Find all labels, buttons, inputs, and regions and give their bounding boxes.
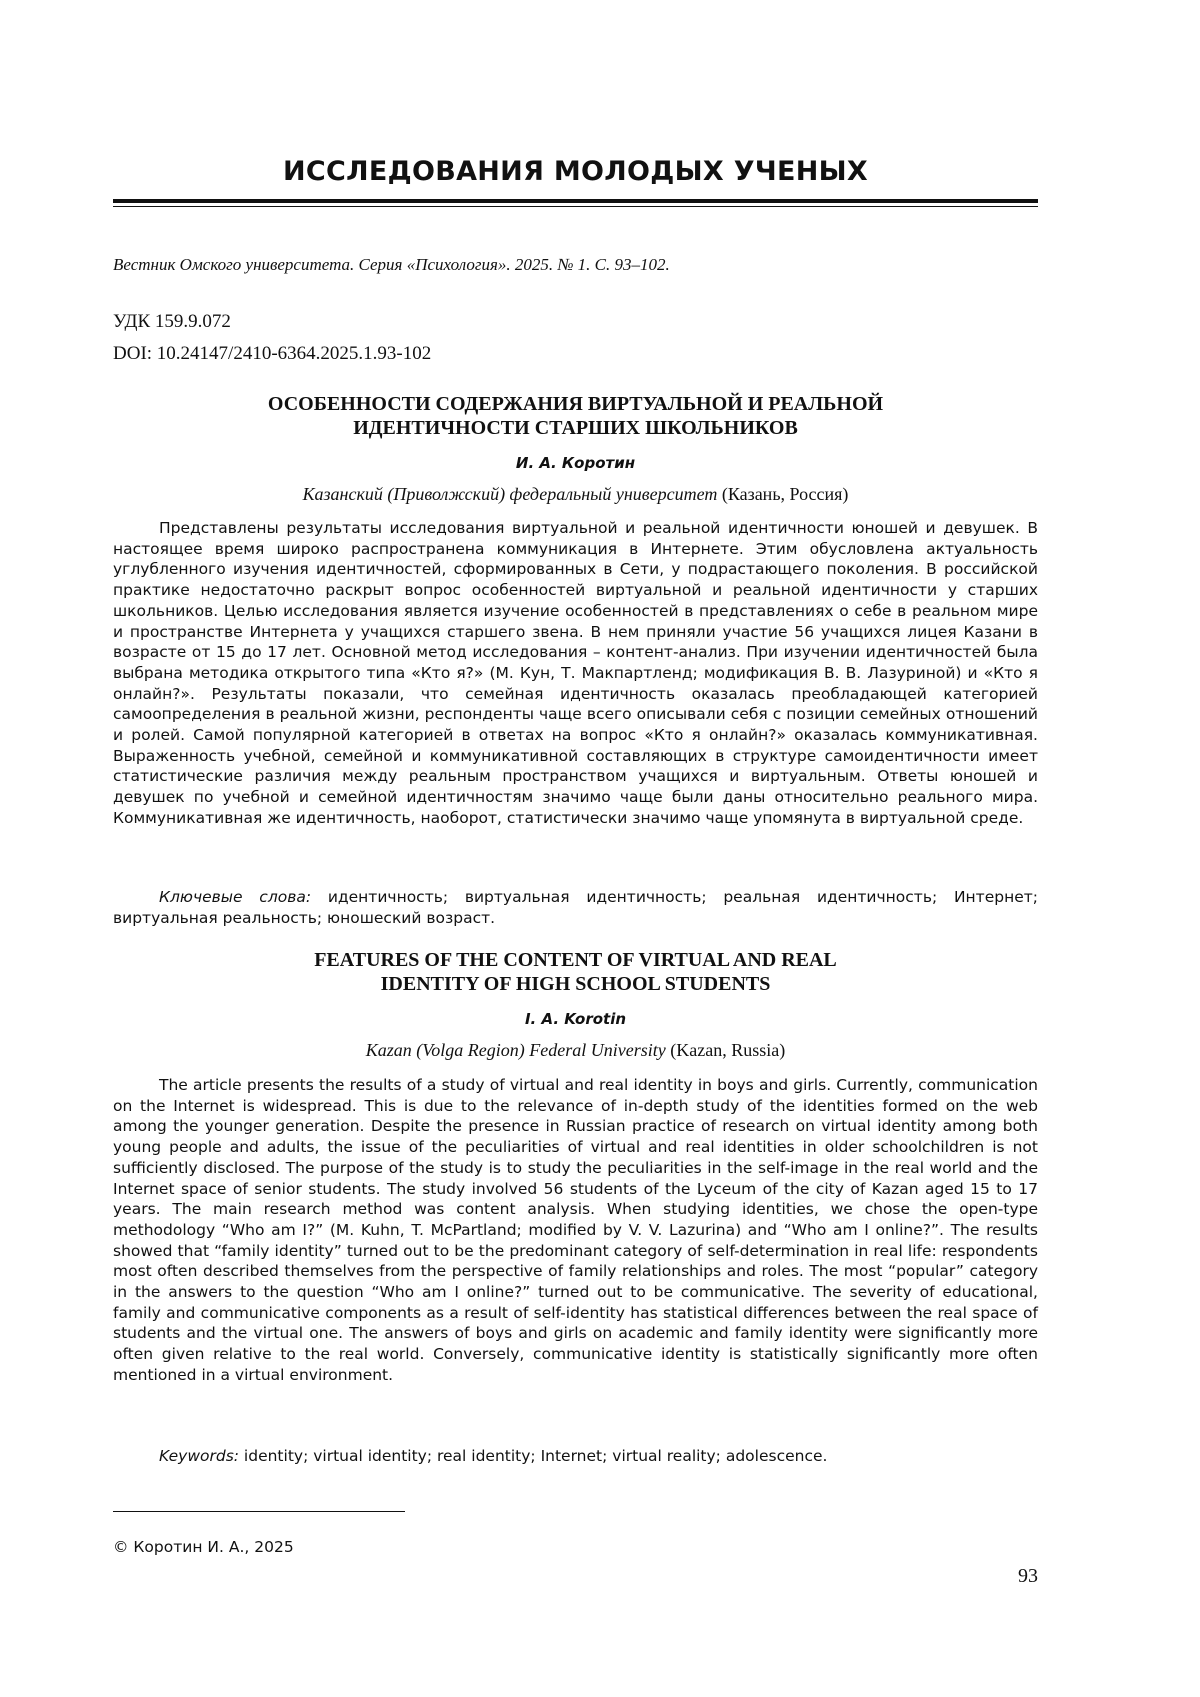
title-en-line1: FEATURES OF THE CONTENT OF VIRTUAL AND REAL — [314, 949, 837, 971]
keywords-ru-list: идентичность; виртуальная идентичность; реальная идентичность; Интернет; виртуальная реальность; юношеский возраст. — [113, 888, 1038, 927]
footnote-rule — [113, 1511, 405, 1512]
udk-code: УДК 159.9.072 — [113, 311, 231, 332]
author-ru: И. А. Коротин — [515, 454, 636, 472]
affiliation-en-name: Kazan (Volga Region) Federal University — [365, 1040, 666, 1060]
keywords-ru-label: Ключевые слова: — [159, 888, 312, 906]
keywords-en — [113, 1446, 1038, 1467]
abstract-en: The article presents the results of a study of virtual and real identity in boys and girls. Currently, communication on the Internet is widespread. This is due to the relevance of in-depth study of the identities formed on the web among the younger generation. Despite the presence in Russian practice of research on virtual identity among both young people and adults, the issue of the peculiarities of virtual and real identities in older schoolchildren is not sufficiently disclosed. The purpose of the study is to study the peculiarities in the self-image in the real world and the Internet space of senior students. The study involved 56 students of the Lyceum of the city of Kazan aged 15 to 17 years. The main research method was content analysis. When studying identities, we chose the open-type methodology “Who am I?” (M. Kuhn, T. McPartland; modified by V. V. Lazurina) and “Who am I online?”. The results showed that “family identity” turned out to be the predominant category of self-determination in real life: respondents most often described themselves from the perspective of family relationships and roles. The most “popular” category in the answers to the question “Who am I online?” turned out to be communicative. The severity of educational, family and communicative components as a result of self-identity has statistical differences between the real space of students and the virtual one. The answers of boys and girls on academic and family identity were significantly more often given relative to the real world. Conversely, communicative identity is statistically significantly more often mentioned in a virtual environment. — [113, 1076, 1038, 1384]
article-title-en — [113, 948, 1038, 996]
title-ru-line2: ИДЕНТИЧНОСТИ СТАРШИХ ШКОЛЬНИКОВ — [353, 417, 798, 439]
journal-citation: Вестник Омского университета. Серия «Психология». 2025. № 1. С. 93–102. — [113, 255, 670, 274]
affiliation-en — [113, 1040, 1038, 1061]
keywords-en-list: identity; virtual identity; real identity; Internet; virtual reality; adolescence. — [239, 1447, 828, 1465]
keywords-ru — [113, 887, 1038, 928]
title-en-line2: IDENTITY OF HIGH SCHOOL STUDENTS — [380, 973, 771, 995]
affiliation-ru — [113, 484, 1038, 505]
article-title-ru — [113, 392, 1038, 440]
affiliation-en-place: (Kazan, Russia) — [670, 1040, 786, 1060]
affiliation-ru-place: (Казань, Россия) — [721, 484, 849, 504]
keywords-en-label: Keywords: — [159, 1447, 239, 1465]
doi-identifier: DOI: 10.24147/2410-6364.2025.1.93-102 — [113, 343, 432, 364]
header-rule-thin — [113, 206, 1038, 207]
abstract-ru: Представлены результаты исследования виртуальной и реальной идентичности юношей и девушек. В настоящее время широко распространена коммуникация в Интернете. Этим обусловлена актуальность углубленного изучения идентичностей, сформированных в Сети, у подрастающего поколения. В российской практике недостаточно раскрыт вопрос особенностей виртуальной и реальной идентичности у старших школьников. Целью исследования является изучение особенностей в представлениях о себе в реальном мире и пространстве Интернета у учащихся старшего звена. В нем приняли участие 56 учащихся лицея Казани в возрасте от 15 до 17 лет. Основной метод исследования – контент-анализ. При изучении идентичностей была выбрана методика открытого типа «Кто я?» (М. Кун, Т. Макпартленд; модификация В. В. Лазуриной) и «Кто я онлайн?». Результаты показали, что семейная идентичность оказалась преобладающей категорией самоопределения в реальной жизни, респонденты чаще всего описывали себя с позиции семейных отношений и ролей. Самой популярной категорией в ответах на вопрос «Кто я онлайн?» оказалась коммуникативная. Выраженность учебной, семейной и коммуникативной составляющих в структуре самоидентичности имеет статистические различия между реальным пространством учащихся и виртуальным. Ответы юношей и девушек по учебной и семейной идентичностям значимо чаще были даны относительно реального мира. Коммуникативная же идентичность, наоборот, статистически значимо чаще упомянута в виртуальной среде. — [113, 519, 1038, 827]
author-en: I. A. Korotin — [524, 1010, 627, 1028]
header-rule-thick — [113, 199, 1038, 203]
page-number: 93 — [1018, 1565, 1038, 1587]
affiliation-ru-name: Казанский (Приволжский) федеральный университет — [302, 484, 718, 504]
copyright-notice: © Коротин И. А., 2025 — [113, 1538, 294, 1556]
title-ru-line1: ОСОБЕННОСТИ СОДЕРЖАНИЯ ВИРТУАЛЬНОЙ И РЕАЛЬНОЙ — [267, 393, 884, 415]
section-heading: ИССЛЕДОВАНИЯ МОЛОДЫХ УЧЕНЫХ — [283, 156, 868, 187]
